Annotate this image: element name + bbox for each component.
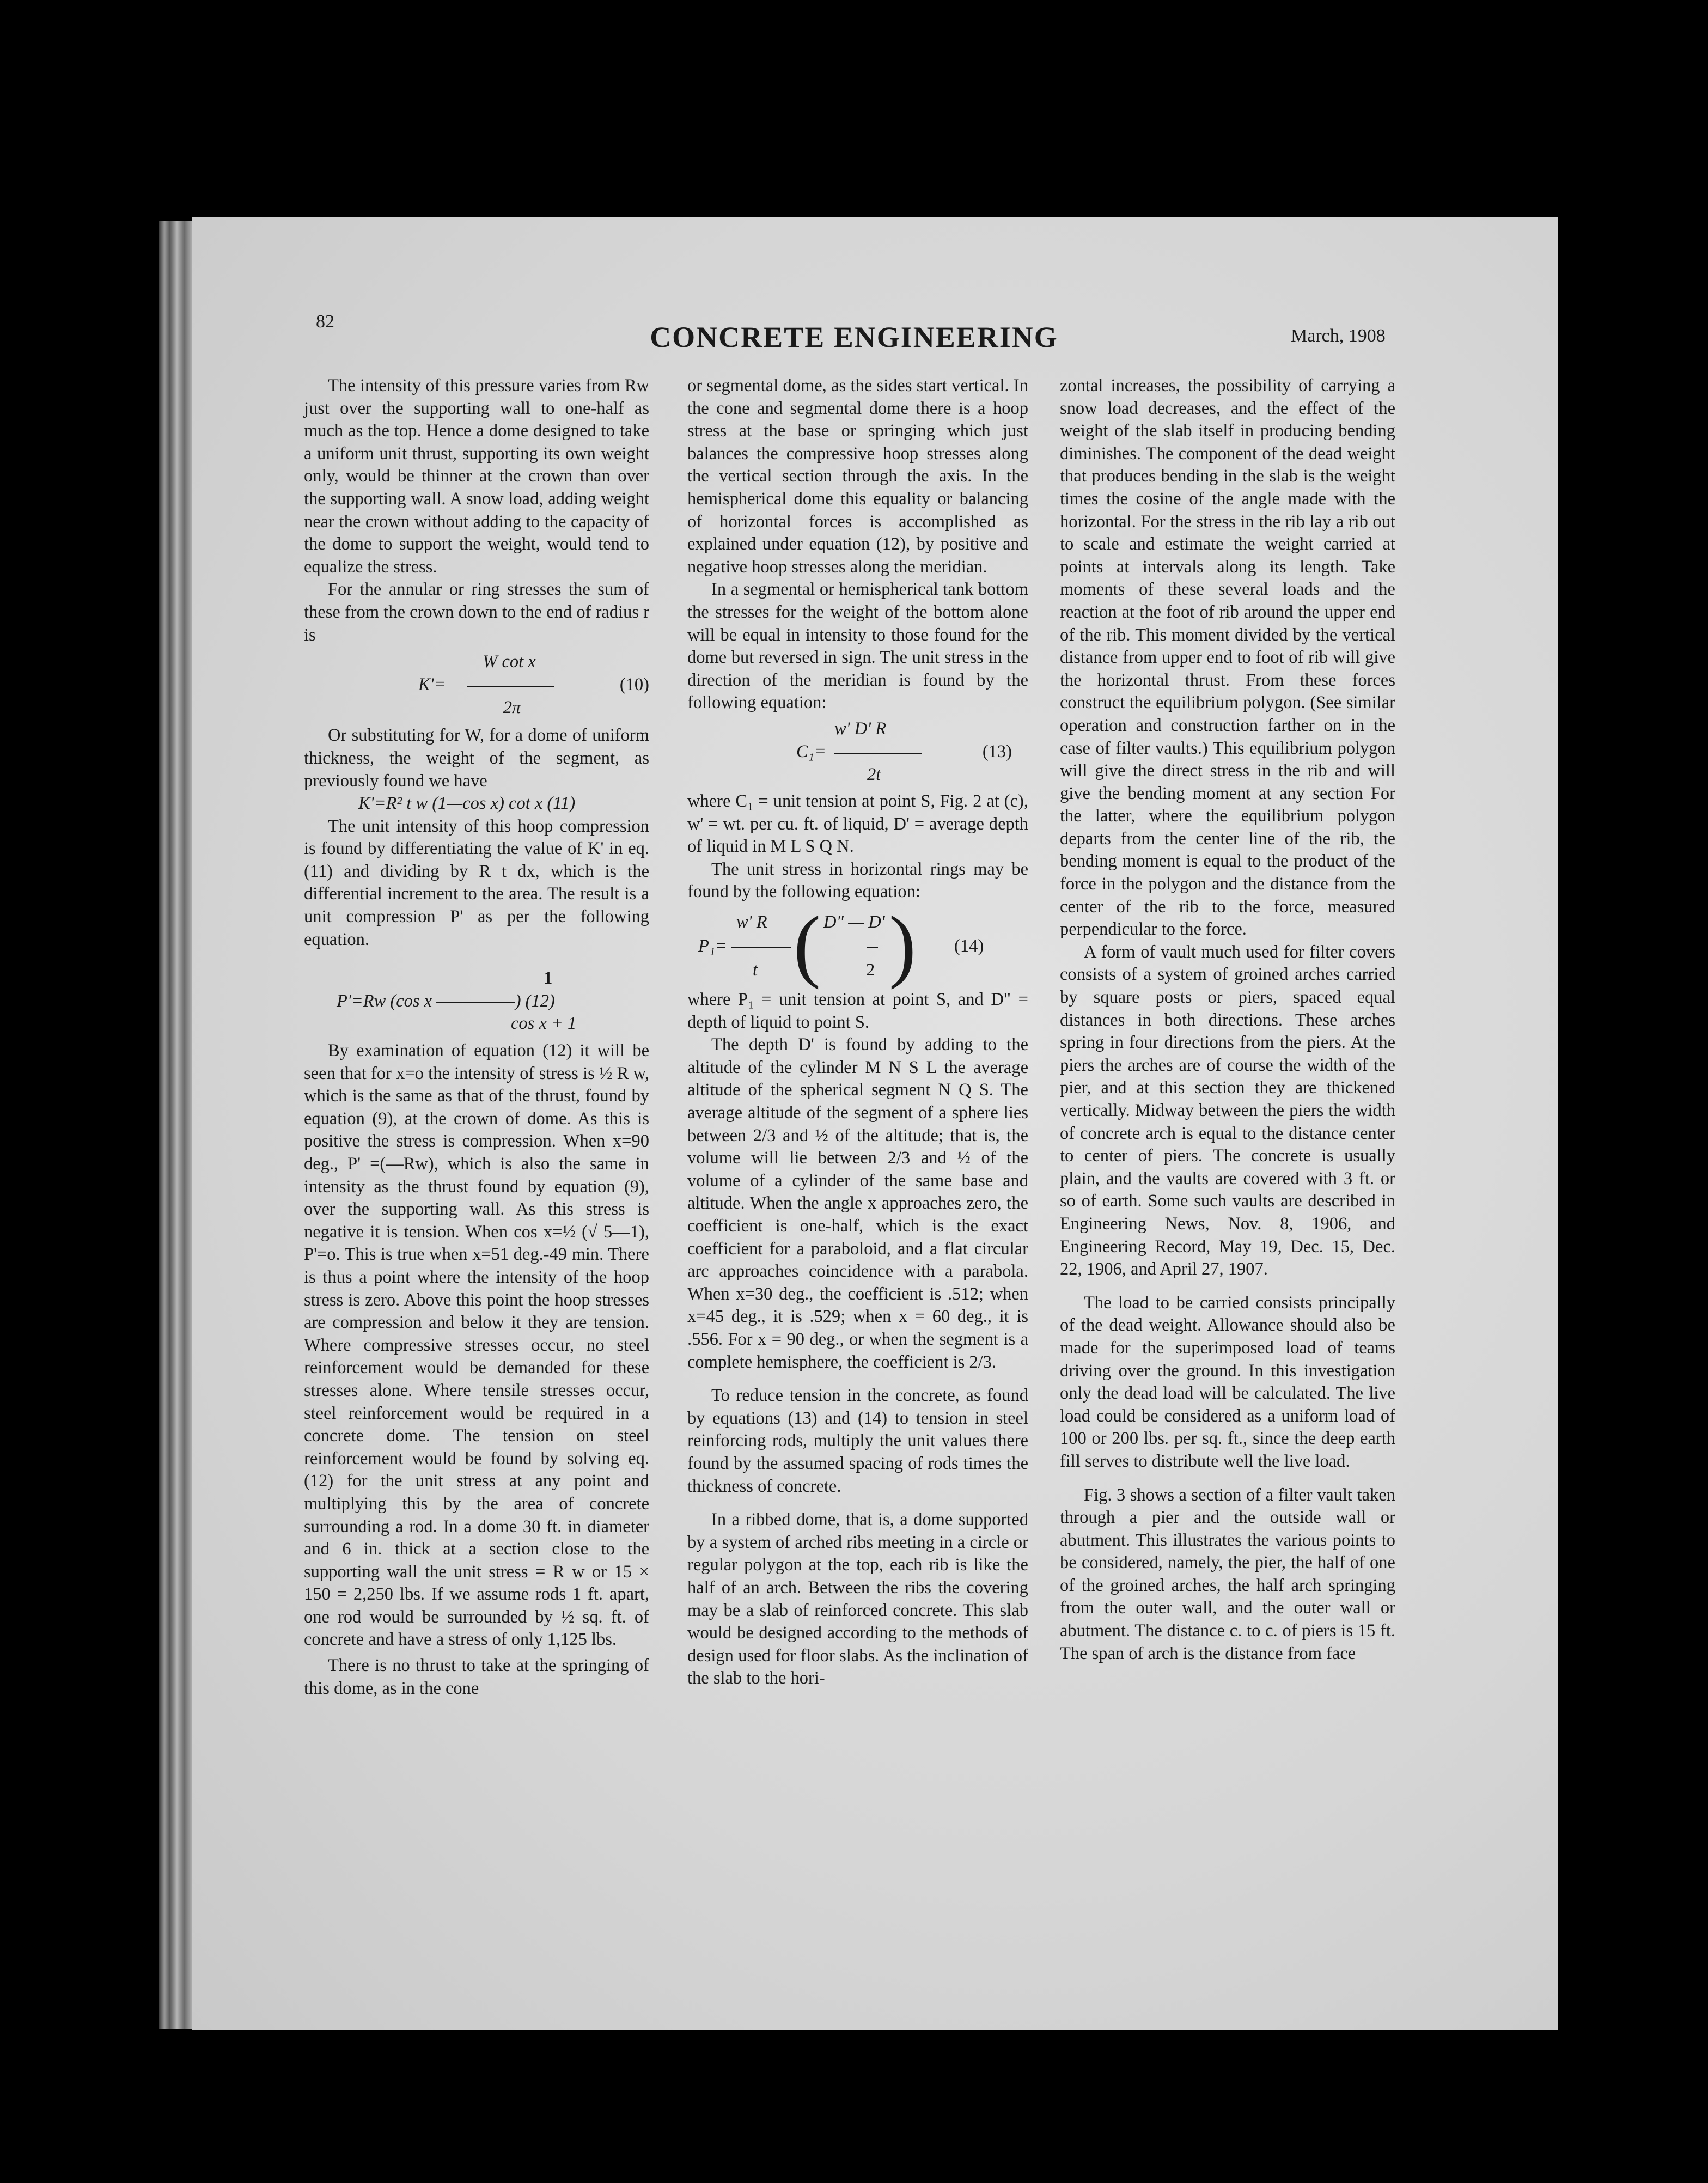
equation-13 [687,718,1028,786]
journal-title: CONCRETE ENGINEERING [650,321,1058,353]
text-column-3 [1060,375,1395,1665]
paragraph: The load to be carried consists principally of the dead weight. Allowance should also be made for the superimposed load of teams driving over the ground. In this investigation only the dead load will be calculated. The live load could be considered as a uniform load of 100 or 200 lbs. per sq. ft., since the deep earth fill serves to distribute well the live load. [1060,1292,1395,1471]
issue-date: March, 1908 [1291,326,1386,346]
equation-14 [687,900,1028,991]
equation-numerator: 1 [544,968,553,989]
paragraph: The intensity of this pressure varies from Rw just over the supporting wall to one-half as much as the top. Hence a dome designed to take a uniform unit thrust, supporting its own weight only, would be thinner at the crown than over the supporting wall. A snow load, adding weight near the crown without adding to the capacity of the dome to support the weight, would tend to equalize the stress. [304,376,649,577]
equation-11: K'=R² t w (1—cos x) cot x (11) [358,794,576,814]
equation-denominator: 2t [867,764,881,784]
book-spine [159,221,195,2029]
equation-12 [304,967,649,1035]
paragraph: A form of vault much used for filter covers consists of a system of groined arches carried by square posts or piers, spaced equal distances in both directions. These arches spring in four directions from the piers. At the piers the arches are of course the width of the pier, and at this section they are thickened vertically. Midway between the piers the width of concrete arch is equal to the distance center to center of piers. The concrete is usually plain, and the vaults are covered with 3 ft. or so of earth. Some such vaults are described in Engineering News, Nov. 8, 1906, and Engineering Record, May 19, Dec. 15, Dec. 22, 1906, and April 27, 1907. [1060,942,1395,1279]
page-number: 82 [316,312,334,332]
paragraph: Or substituting for W, for a dome of uniform thickness, the weight of the segment, as previously found we have [304,725,649,791]
paragraph: The unit intensity of this hoop compression is found by differentiating the value of K' in eq. (11) and dividing by R t dx, which is the differential increment to the area. The result is a unit compression P' as per the following equation. [304,816,649,949]
paragraph: where P₁ = unit tension at point S, and D" = depth of liquid to point S. [687,990,1028,1032]
text-column-2 [687,375,1028,1690]
paragraph: By examination of equation (12) it will be seen that for x=o the intensity of stress is ½ R w, which is the same as that of the thrust, found by equation (9), at the crown of dome. As this is positive the stress is compression. When x=90 deg., P' =(—Rw), which is also the same in intensity as the thrust found by equation (9), over the supporting wall. As this stress is negative it is tension. When cos x=½ (√ 5—1), P'=o. This is true when x=51 deg.-49 min. There is thus a point where the intensity of the hoop stress is zero. Above this point the hoop stresses are compression and below it they are tension. Where compressive stresses occur, no steel reinforcement would be demanded for these stresses alone. Where tensile stresses occur, steel reinforcement would be required in a concrete dome. The tension on steel reinforcement would be found by solving eq. (12) for the unit stress at any point and multiplying this by the area of concrete surrounding a rod. In a dome 30 ft. in diameter and 6 in. thick at a section close to the supporting wall the unit stress = R w or 15 × 150 = 2,250 lbs. If we assume rods 1 ft. apart, one rod would be surrounded by ½ sq. ft. of concrete and have a stress of only 1,125 lbs. [304,1041,649,1650]
equation-numerator: W cot x [483,652,536,672]
paragraph: Fig. 3 shows a section of a filter vault taken through a pier and the outside wall or abutment. This illustrates the various points to be considered, namely, the pier, the half of one of the groined arches, the half arch springing from the outer wall, and the outer wall or abutment. The distance c. to c. of piers is 15 ft. The span of arch is the distance from face [1060,1485,1395,1663]
equation-paren-numerator: D" — D' [823,912,885,932]
equation-number: (14) [954,936,984,956]
equation-10 [304,651,649,719]
equation-number: (13) [982,741,1012,761]
paragraph: In a ribbed dome, that is, a dome supported by a system of arched ribs meeting in a circle or regular polygon at the top, each rib is like the half of an arch. Between the ribs the covering may be a slab of reinforced concrete. This slab would be designed according to the methods of design used for floor slabs. As the inclination of the slab to the hori- [687,1510,1028,1688]
paragraph: The depth D' is found by adding to the altitude of the cylinder M N S L the average altitude of the spherical segment N Q S. The average altitude of the segment of a sphere lies between 2/3 and ½ of the altitude; that is, the volume will lie between 2/3 and ½ of the volume of a cylinder of the same base and altitude. When the angle x approaches zero, the coefficient is one-half, which is the exact coefficient for a paraboloid, and a flat circular arc approaches coincidence with a parabola. When x=30 deg., the coefficient is .512; when x=45 deg., it is .529; when x = 60 deg., it is .556. For x = 90 deg., or when the segment is a complete hemisphere, the coefficient is 2/3. [687,1035,1028,1372]
equation-lhs: C₁= [796,741,826,761]
equation-body: P'=Rw (cos x —————) (12) [337,991,555,1011]
equation-number: (10) [619,674,649,694]
equation-lhs-numerator: w' R [736,912,767,932]
paragraph: zontal increases, the possibility of carrying a snow load decreases, and the effect of the weight of the slab itself in producing bending diminishes. The component of the dead weight that produces bending in the slab is the weight times the cosine of the angle made with the horizontal. For the stress in the rib lay a rib out to scale and estimate the weight carried at points at intervals along its length. Take moments of these several loads and the reaction at the foot of rib around the upper end of the rib. This moment divided by the vertical distance from upper end to foot of rib will give the horizontal thrust. From these forces construct the equilibrium polygon. (See similar operation and construction farther on in the case of filter vaults.) This equilibrium polygon will give the direct stress in the rib and will give the bending moment at any section For the latter, where the equilibrium polygon departs from the center line of the rib, the bending moment is equal to the product of the force in the polygon and the distance from the center of the rib to the force, measured perpendicular to the force. [1060,376,1395,940]
paragraph: In a segmental or hemispherical tank bottom the stresses for the weight of the bottom alone will be equal in intensity to those found for the dome but reversed in sign. The unit stress in the direction of the meridian is found by the following equation: [687,580,1028,713]
paragraph: There is no thrust to take at the springing of this dome, as in the cone [304,1656,649,1698]
equation-lhs: K'= [418,674,446,694]
equation-denominator: 2π [503,697,521,717]
text-column-1 [304,375,649,1700]
paragraph: where C₁ = unit tension at point S, Fig. 2 at (c), w' = wt. per cu. ft. of liquid, D' = average depth of liquid in M L S Q N. [687,791,1028,857]
equation-lhs: P₁= [698,936,728,956]
paragraph: To reduce tension in the concrete, as found by equations (13) and (14) to tension in steel reinforcing rods, multiply the unit values there found by the assumed spacing of rods times the thickness of concrete. [687,1386,1028,1496]
equation-numerator: w' D' R [834,718,887,739]
equation-denominator: cos x + 1 [511,1014,577,1034]
right-paren: ) [889,900,916,991]
equation-lhs-denominator: t [753,960,758,980]
paragraph: or segmental dome, as the sides start vertical. In the cone and segmental dome there is a hoop stress at the base or springing which just balances the compressive hoop stresses along the vertical section through the axis. In the hemispherical dome this equality or balancing of horizontal forces is accomplished as explained under equation (12), by positive and negative hoop stresses along the meridian. [687,376,1028,577]
equation-paren-denominator: 2 [866,960,875,980]
paragraph: The unit stress in horizontal rings may be found by the following equation: [687,859,1028,902]
paragraph: For the annular or ring stresses the sum of these from the crown down to the end of radius r is [304,580,649,645]
left-paren: ( [794,900,821,991]
